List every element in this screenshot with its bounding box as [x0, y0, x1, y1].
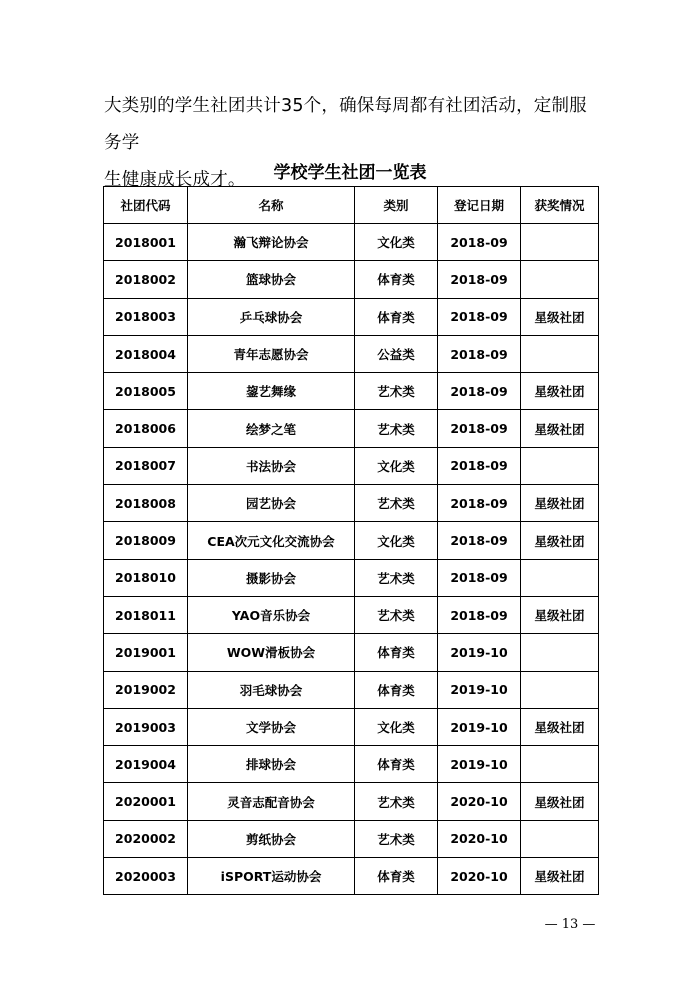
- header-cell-date: 登记日期: [438, 187, 521, 224]
- table-row: [104, 671, 599, 708]
- cell-awards: 星级社团: [521, 522, 599, 559]
- club-table: [103, 186, 599, 895]
- cell-category: 文化类: [355, 447, 438, 484]
- table-row: [104, 447, 599, 484]
- cell-awards: [521, 634, 599, 671]
- cell-category: 文化类: [355, 522, 438, 559]
- cell-category: 艺术类: [355, 559, 438, 596]
- table-row: [104, 634, 599, 671]
- cell-name: YAO音乐协会: [188, 596, 355, 633]
- cell-category: 体育类: [355, 261, 438, 298]
- table-row: [104, 783, 599, 820]
- cell-code: 2020002: [104, 820, 188, 857]
- cell-name: iSPORT运动协会: [188, 858, 355, 895]
- cell-category: 体育类: [355, 634, 438, 671]
- cell-awards: 星级社团: [521, 298, 599, 335]
- table-title: 学校学生社团一览表: [273, 163, 427, 183]
- cell-code: 2019004: [104, 746, 188, 783]
- cell-date: 2018-09: [438, 224, 521, 261]
- cell-category: 文化类: [355, 708, 438, 745]
- cell-name: WOW滑板协会: [188, 634, 355, 671]
- table-row: [104, 335, 599, 372]
- table-row: [104, 261, 599, 298]
- cell-category: 艺术类: [355, 820, 438, 857]
- cell-code: 2019003: [104, 708, 188, 745]
- header-cell-awards: 获奖情况: [521, 187, 599, 224]
- cell-awards: [521, 224, 599, 261]
- cell-name: 鋆艺舞缘: [188, 373, 355, 410]
- cell-name: 书法协会: [188, 447, 355, 484]
- cell-name: 绘梦之笔: [188, 410, 355, 447]
- cell-category: 公益类: [355, 335, 438, 372]
- cell-code: 2019001: [104, 634, 188, 671]
- cell-category: 体育类: [355, 671, 438, 708]
- cell-date: 2018-09: [438, 447, 521, 484]
- cell-code: 2018004: [104, 335, 188, 372]
- cell-name: 瀚飞辩论协会: [188, 224, 355, 261]
- cell-category: 艺术类: [355, 485, 438, 522]
- cell-name: 青年志愿协会: [188, 335, 355, 372]
- cell-name: 剪纸协会: [188, 820, 355, 857]
- cell-name: 摄影协会: [188, 559, 355, 596]
- cell-name: 灵音志配音协会: [188, 783, 355, 820]
- cell-code: 2018001: [104, 224, 188, 261]
- cell-date: 2018-09: [438, 298, 521, 335]
- paragraph-line: 生健康成长成才。: [104, 170, 246, 190]
- table-row: [104, 596, 599, 633]
- header-cell-code: 社团代码: [104, 187, 188, 224]
- cell-code: 2018007: [104, 447, 188, 484]
- cell-code: 2018003: [104, 298, 188, 335]
- cell-category: 艺术类: [355, 783, 438, 820]
- cell-category: 文化类: [355, 224, 438, 261]
- header-cell-category: 类别: [355, 187, 438, 224]
- cell-name: CEA次元文化交流协会: [188, 522, 355, 559]
- cell-awards: [521, 559, 599, 596]
- cell-category: 体育类: [355, 858, 438, 895]
- cell-code: 2020001: [104, 783, 188, 820]
- cell-awards: 星级社团: [521, 485, 599, 522]
- table-header-row: [104, 187, 599, 224]
- table-row: [104, 522, 599, 559]
- cell-code: 2018008: [104, 485, 188, 522]
- cell-code: 2018006: [104, 410, 188, 447]
- table-row: [104, 708, 599, 745]
- cell-awards: 星级社团: [521, 783, 599, 820]
- cell-awards: [521, 447, 599, 484]
- cell-date: 2020-10: [438, 858, 521, 895]
- cell-date: 2018-09: [438, 596, 521, 633]
- cell-name: 文学协会: [188, 708, 355, 745]
- table-row: [104, 746, 599, 783]
- cell-date: 2019-10: [438, 634, 521, 671]
- cell-awards: [521, 746, 599, 783]
- cell-code: 2020003: [104, 858, 188, 895]
- page-number: — 13 —: [544, 917, 596, 932]
- cell-date: 2020-10: [438, 783, 521, 820]
- cell-name: 乒乓球协会: [188, 298, 355, 335]
- cell-date: 2020-10: [438, 820, 521, 857]
- paragraph-line: 大类别的学生社团共计35个，确保每周都有社团活动，定制服务学: [104, 96, 587, 153]
- cell-awards: 星级社团: [521, 373, 599, 410]
- cell-name: 羽毛球协会: [188, 671, 355, 708]
- cell-date: 2018-09: [438, 335, 521, 372]
- cell-name: 篮球协会: [188, 261, 355, 298]
- cell-date: 2018-09: [438, 410, 521, 447]
- cell-code: 2018009: [104, 522, 188, 559]
- table-row: [104, 559, 599, 596]
- cell-category: 艺术类: [355, 410, 438, 447]
- cell-awards: [521, 671, 599, 708]
- table-row: [104, 858, 599, 895]
- cell-name: 园艺协会: [188, 485, 355, 522]
- cell-date: 2019-10: [438, 708, 521, 745]
- table-row: [104, 224, 599, 261]
- cell-awards: 星级社团: [521, 596, 599, 633]
- cell-date: 2018-09: [438, 261, 521, 298]
- table-row: [104, 298, 599, 335]
- header-cell-name: 名称: [188, 187, 355, 224]
- cell-awards: 星级社团: [521, 708, 599, 745]
- cell-date: 2018-09: [438, 522, 521, 559]
- cell-code: 2018005: [104, 373, 188, 410]
- cell-category: 体育类: [355, 746, 438, 783]
- cell-date: 2018-09: [438, 559, 521, 596]
- table-body: [104, 224, 599, 895]
- cell-awards: 星级社团: [521, 410, 599, 447]
- cell-awards: [521, 820, 599, 857]
- table-row: [104, 485, 599, 522]
- cell-date: 2018-09: [438, 485, 521, 522]
- cell-awards: [521, 335, 599, 372]
- cell-awards: 星级社团: [521, 858, 599, 895]
- cell-category: 艺术类: [355, 373, 438, 410]
- table-row: [104, 410, 599, 447]
- cell-date: 2018-09: [438, 373, 521, 410]
- cell-category: 体育类: [355, 298, 438, 335]
- cell-category: 艺术类: [355, 596, 438, 633]
- table-row: [104, 373, 599, 410]
- table-row: [104, 820, 599, 857]
- cell-code: 2018011: [104, 596, 188, 633]
- cell-name: 排球协会: [188, 746, 355, 783]
- cell-code: 2019002: [104, 671, 188, 708]
- cell-code: 2018010: [104, 559, 188, 596]
- cell-date: 2019-10: [438, 671, 521, 708]
- cell-date: 2019-10: [438, 746, 521, 783]
- cell-code: 2018002: [104, 261, 188, 298]
- cell-awards: [521, 261, 599, 298]
